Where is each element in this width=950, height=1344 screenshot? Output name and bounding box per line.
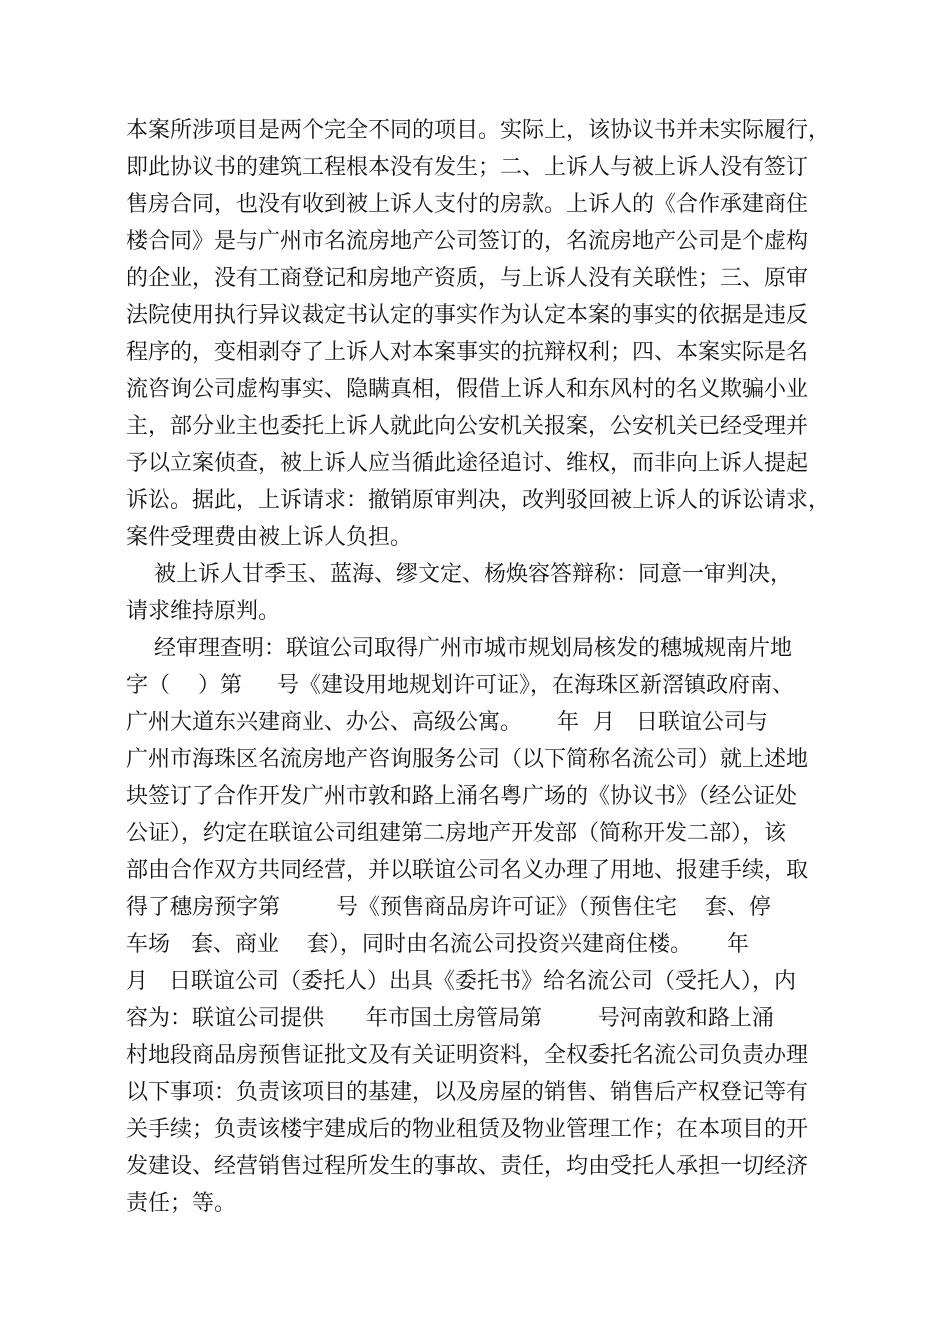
text-line: 予以立案侦查，被上诉人应当循此途径追讨、维权，而非向上诉人提起: [126, 451, 809, 476]
text-line: 月 日联谊公司（委托人）出具《委托书》给名流公司（受托人），内: [126, 969, 796, 994]
text-line: 发建设、经营销售过程所发生的事故、责任，均由受托人承担一切经济: [126, 1154, 809, 1179]
text-line: 的企业，没有工商登记和房地产资质，与上诉人没有关联性；三、原审: [126, 266, 809, 291]
text-line: 得了穗房预字第 号《预售商品房许可证》（预售住宅 套、停: [126, 895, 771, 920]
text-line: 责任；等。: [126, 1191, 237, 1216]
text-line: 主，部分业主也委托上诉人就此向公安机关报案，公安机关已经受理并: [126, 414, 809, 439]
text-line: 售房合同，也没有收到被上诉人支付的房款。上诉人的《合作承建商住: [126, 192, 809, 217]
text-line: 字（ ）第 号《建设用地规划许可证》，在海珠区新滘镇政府南、: [126, 673, 794, 698]
text-line: 法院使用执行异议裁定书认定的事实作为认定本案的事实的依据是违反: [126, 303, 809, 328]
text-line: 公证），约定在联谊公司组建第二房地产开发部（简称开发二部），该: [126, 821, 787, 846]
text-line: 流咨询公司虚构事实、隐瞒真相，假借上诉人和东风村的名义欺骗小业: [126, 377, 809, 402]
text-line: 经审理查明：联谊公司取得广州市城市规划局核发的穗城规南片地: [126, 636, 792, 661]
text-line: 楼合同》是与广州市名流房地产公司签订的，名流房地产公司是个虚构: [126, 229, 809, 254]
text-line: 诉讼。据此，上诉请求：撤销原审判决，改判驳回被上诉人的诉讼请求，: [126, 488, 831, 513]
text-line: 部由合作双方共同经营，并以联谊公司名义办理了用地、报建手续，取: [126, 858, 809, 883]
text-line: 村地段商品房预售证批文及有关证明资料，全权委托名流公司负责办理: [126, 1043, 809, 1068]
text-line: 即此协议书的建筑工程根本没有发生；二、上诉人与被上诉人没有签订: [126, 155, 809, 180]
document-body: [126, 112, 831, 1222]
text-line: 容为：联谊公司提供 年市国土房管局第 号河南敦和路上涌: [126, 1006, 774, 1031]
text-line: 程序的，变相剥夺了上诉人对本案事实的抗辩权利；四、本案实际是名: [126, 340, 809, 365]
text-line: 请求维持原判。: [126, 599, 281, 624]
text-line: 关手续；负责该楼宇建成后的物业租赁及物业管理工作；在本项目的开: [126, 1117, 809, 1142]
text-line: 以下事项：负责该项目的基建，以及房屋的销售、销售后产权登记等有: [126, 1080, 809, 1105]
text-line: 案件受理费由被上诉人负担。: [126, 525, 413, 550]
text-line: 广州大道东兴建商业、办公、高级公寓。 年 月 日联谊公司与: [126, 710, 768, 735]
text-line: 块签订了合作开发广州市敦和路上涌名粤广场的《协议书》（经公证处: [126, 784, 798, 809]
text-line: 车场 套、商业 套），同时由名流公司投资兴建商住楼。 年: [126, 932, 749, 957]
text-line: 广州市海珠区名流房地产咨询服务公司（以下简称名流公司）就上述地: [126, 747, 809, 772]
text-line: 本案所涉项目是两个完全不同的项目。实际上，该协议书并未实际履行，: [126, 118, 831, 143]
text-line: 被上诉人甘季玉、蓝海、缪文定、杨焕容答辩称：同意一审判决，: [126, 562, 792, 587]
